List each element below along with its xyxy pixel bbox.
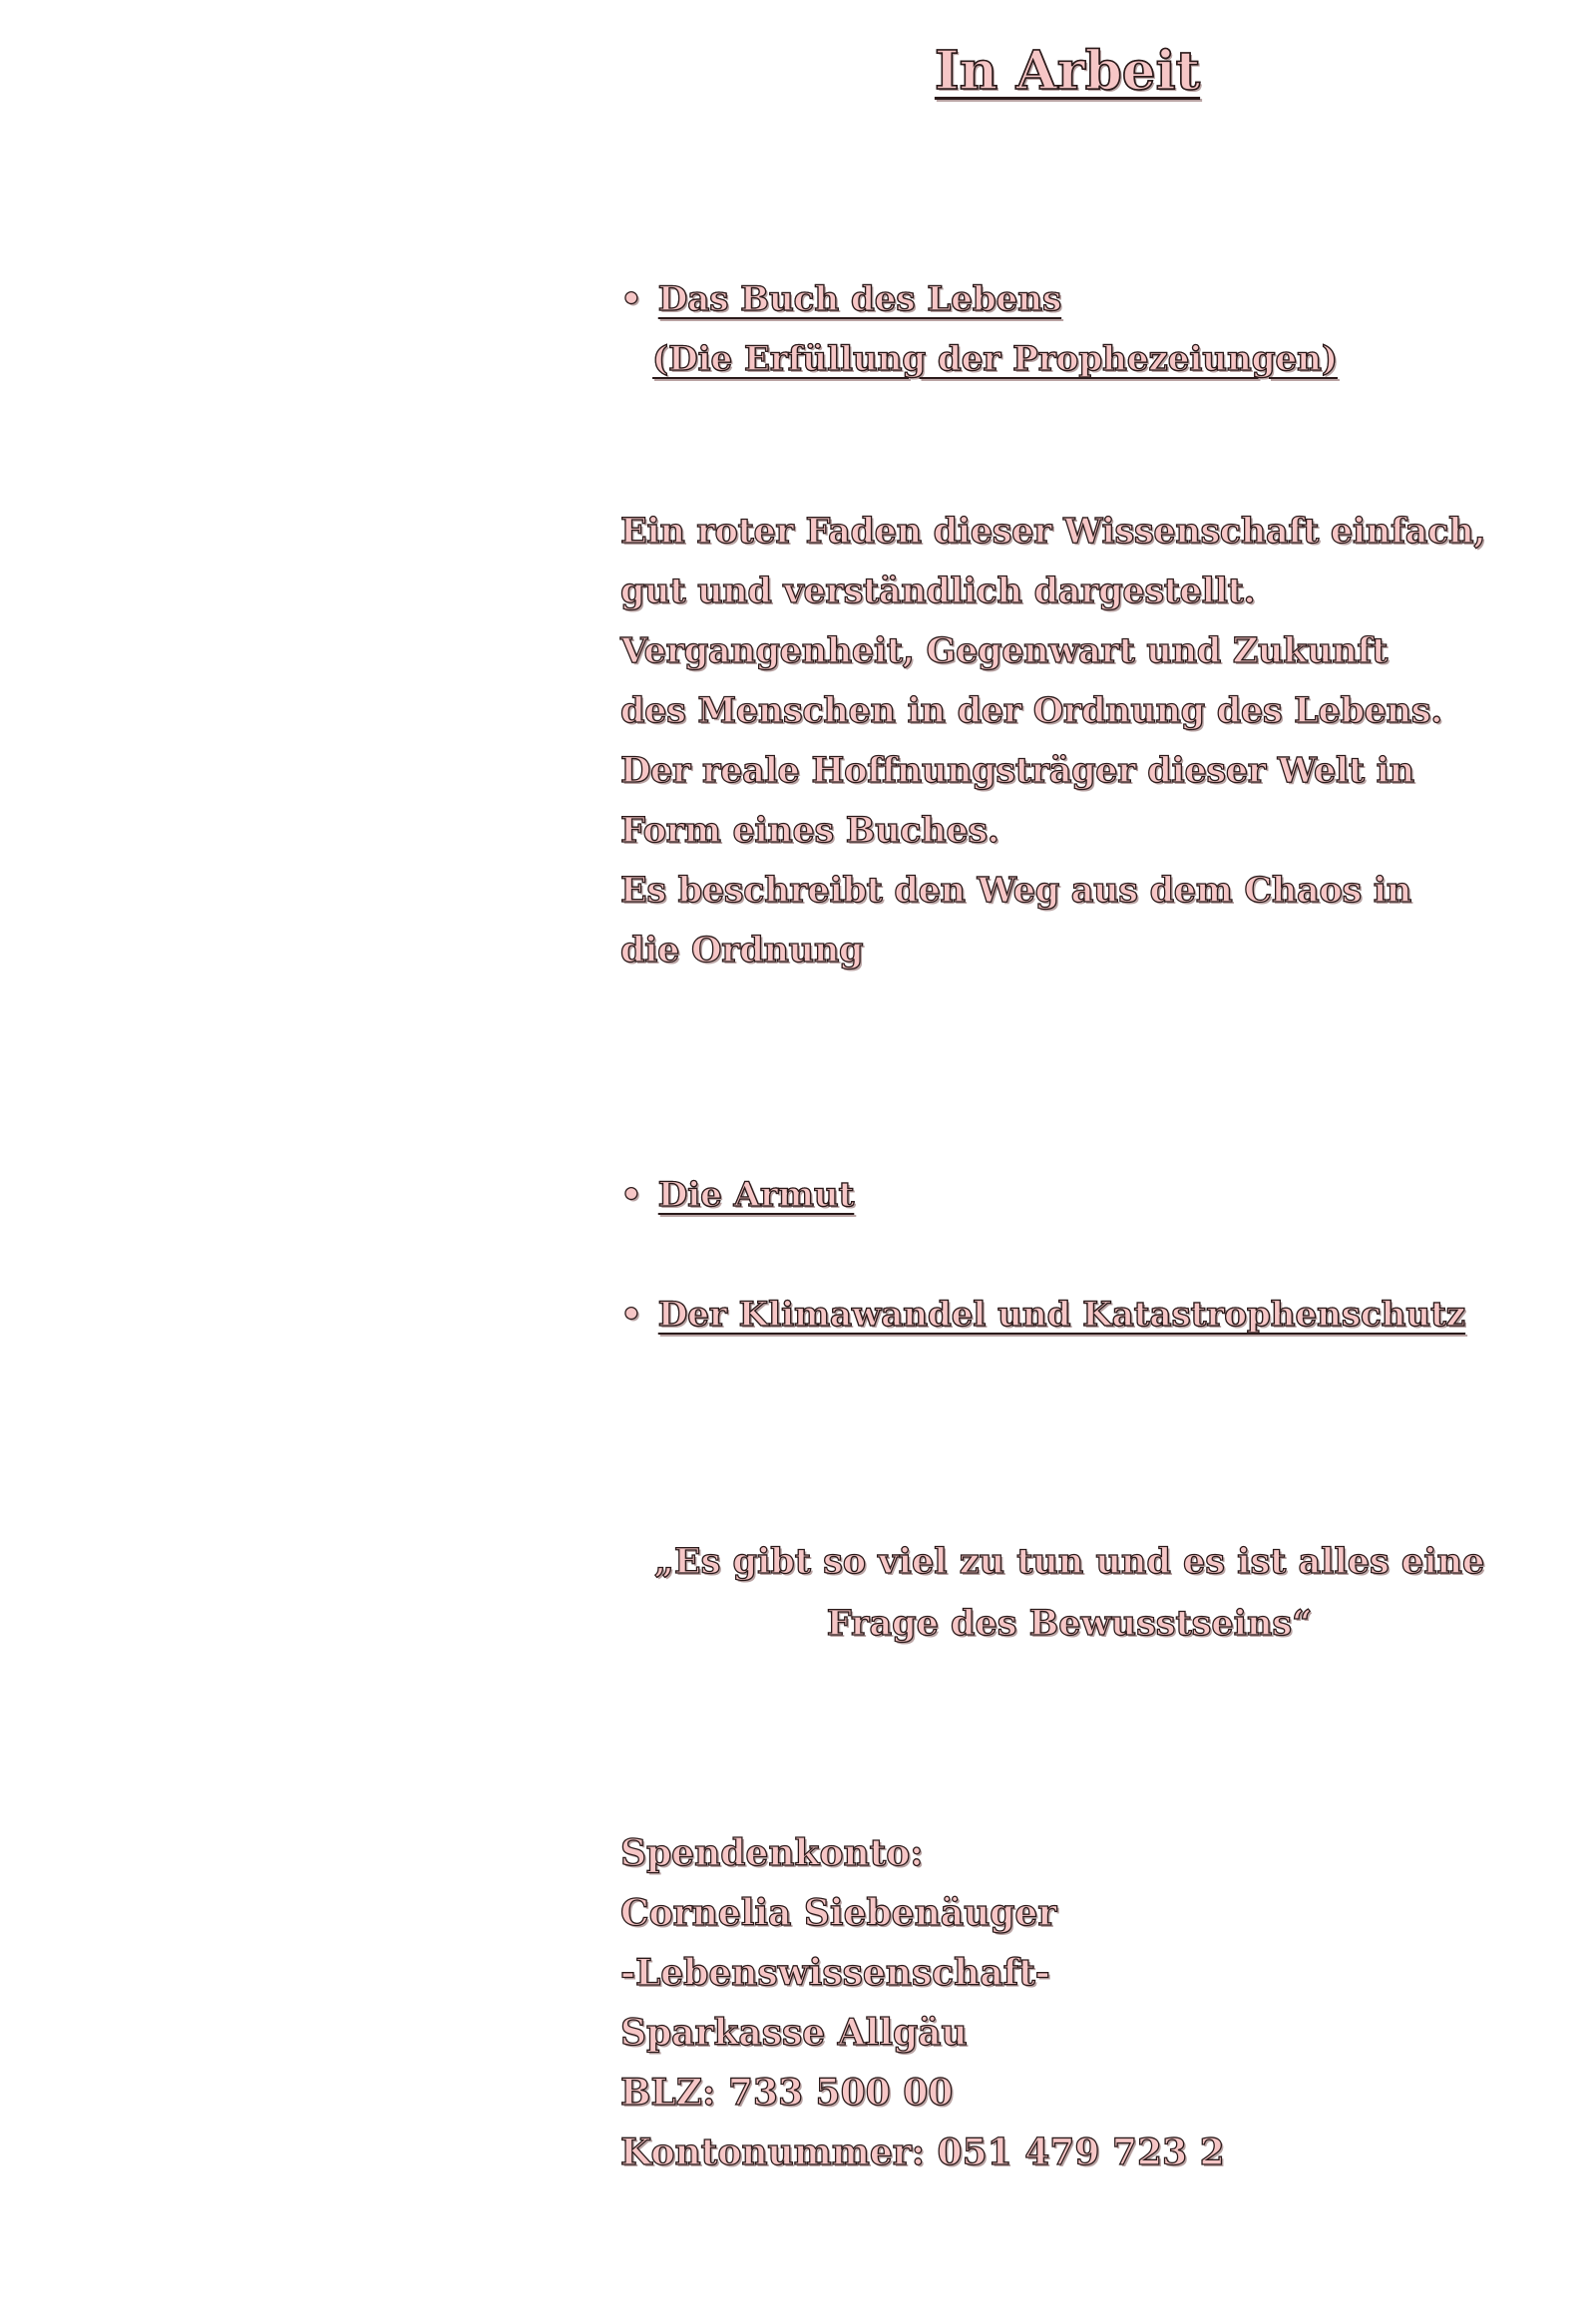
section-heading — [620, 1165, 854, 1225]
account-org: -Lebenswissenschaft- — [620, 1952, 1050, 1994]
quote — [620, 1531, 1518, 1655]
section-heading — [620, 269, 1338, 329]
description-line: Es beschreibt den Weg aus dem Chaos in — [620, 870, 1411, 911]
donation-account — [620, 1823, 1225, 2182]
bullet-icon: • — [620, 1175, 642, 1215]
section-heading-text: Das Buch des Lebens — [657, 279, 1062, 319]
account-label: Spendenkonto: — [620, 1832, 924, 1874]
account-bank: Sparkasse Allgäu — [620, 2012, 968, 2054]
section-book — [620, 269, 1338, 389]
page-title: In Arbeit — [934, 40, 1201, 102]
bullet-icon: • — [620, 279, 642, 319]
quote-line: „Es gibt so viel zu tun und es ist alles eine — [653, 1541, 1485, 1582]
section-heading-text: Die Armut — [657, 1175, 855, 1215]
description-line: Form eines Buches. — [620, 810, 999, 851]
description-line: Der reale Hoffnungsträger dieser Welt in — [620, 750, 1414, 791]
description-line: gut und verständlich dargestellt. — [620, 571, 1256, 611]
quote-line: Frage des Bewusstseins“ — [826, 1603, 1313, 1644]
account-number: Kontonummer: 051 479 723 2 — [620, 2131, 1225, 2173]
description-line: die Ordnung — [620, 930, 864, 970]
description-line: Ein roter Faden dieser Wissenschaft einfach, — [620, 511, 1486, 552]
section-heading — [620, 1285, 1465, 1345]
description-line: Vergangenheit, Gegenwart und Zukunft — [620, 630, 1389, 671]
section-subheading: (Die Erfüllung der Prophezeiungen) — [652, 339, 1338, 379]
bullet-icon: • — [620, 1295, 642, 1335]
section-climate — [620, 1285, 1465, 1345]
book-description — [620, 502, 1485, 980]
section-heading-text: Der Klimawandel und Katastrophenschutz — [657, 1295, 1466, 1335]
section-poverty — [620, 1165, 854, 1225]
account-name: Cornelia Siebenäuger — [620, 1892, 1057, 1934]
description-line: des Menschen in der Ordnung des Lebens. — [620, 690, 1443, 731]
account-blz: BLZ: 733 500 00 — [620, 2072, 954, 2114]
